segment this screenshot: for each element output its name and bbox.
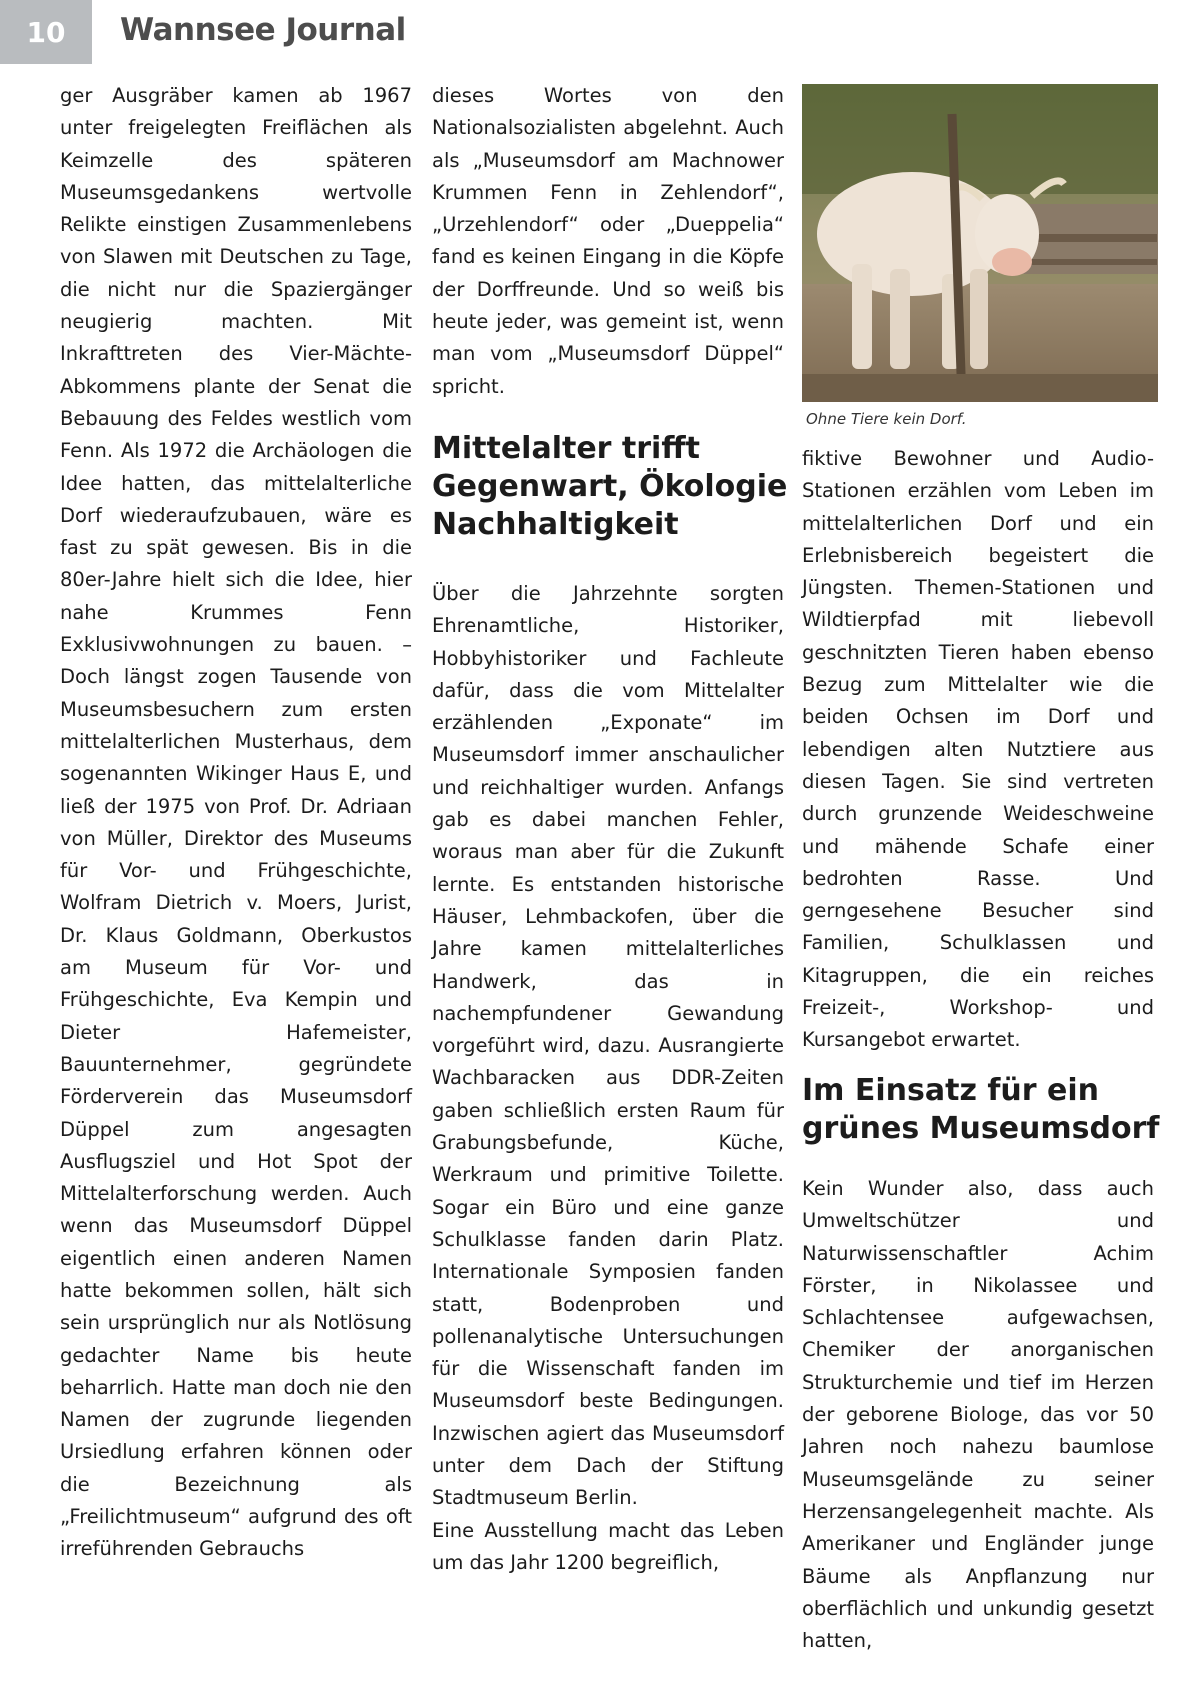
paragraph: fiktive Bewohner und Audio-Stationen erzählen vom Leben im mittelalterlichen Dorf und ein Erlebnisbereich begeistert die Jüngsten. Themen-Stationen und Wildtierpfad mit liebevoll geschnitzten Tieren haben ebenso Bezug zum Mittelalter wie die beiden Ochsen im Dorf und lebendigen alten Nutztiere aus diesen Tagen. Sie sind vertreten durch grunzende Weideschweine und mähende Schafe einer bedrohten Rasse. Und gerngesehene Besucher sind Familien, Schulklassen und Kitagruppen, die ein reiches Freizeit-, Workshop- und Kursangebot erwartet. [802,447,1154,1052]
paragraph: ger Ausgräber kamen ab 1967 unter freigelegten Freiflächen als Keimzelle des späteren Museumsgedankens wertvolle Relikte einstigen Zusammenlebens von Slawen mit Deutschen zu Tage, die nicht nur die Spaziergänger neugierig machten. Mit Inkrafttreten des Vier-Mächte-Abkommens plante der Senat die Bebauung des Feldes westlich vom Fenn. Als 1972 die Archäologen die Idee hatten, das mittelalterliche Dorf wiederaufzubauen, wäre es fast zu spät gewesen. Bis in die 80er-Jahre hielt sich die Idee, hier nahe Krummes Fenn Exklusivwohnungen zu bauen. – Doch längst zogen Tausende von Museumsbesuchern zum ersten mittelalterlichen Musterhaus, dem sogenannten Wikinger Haus E, und ließ der 1975 von Prof. Dr. Adriaan von Müller, Direktor des Museums für Vor- und Frühgeschichte, Wolfram Dietrich v. Moers, Jurist, Dr. Klaus Goldmann, Oberkustos am Museum für Vor- und Frühgeschichte, Eva Kempin und Dieter Hafemeister, Bauunternehmer, gegründete Förderverein das Museumsdorf Düppel zum angesagten Ausflugsziel und Hot Spot der Mittelalterforschung werden. Auch wenn das Museumsdorf Düppel eigentlich einen anderen Namen hatte bekommen sollen, hält sich sein ursprünglich nur als Notlösung gedachter Name bis heute beharrlich. Hatte man doch nie den Namen der zugrunde liegenden Ursiedlung erfahren können oder die Bezeichnung als „Freilichtmuseum“ aufgrund des oft irreführenden Gebrauchs [60,84,412,1561]
page-number: 10 [0,0,92,64]
journal-title: Wannsee Journal [120,12,406,48]
section-heading: Im Einsatz für ein grünes Museumsdorf [802,1073,1160,1146]
paragraph: Eine Ausstellung macht das Leben um das Jahr 1200 begreiflich, [432,1518,784,1574]
cow-photo-image [802,84,1158,402]
article-column-1 [60,80,412,1566]
cow-photo [802,84,1158,402]
article-column-3-top [802,443,1154,1057]
paragraph: dieses Wortes von den Nationalsozialisten abgelehnt. Auch als „Museumsdorf am Machnower Krummen Fenn in Zehlendorf“, „Urzehlendorf“ oder „Dueppelia“ fand es keinen Eingang in die Köpfe der Dorffreunde. Und so weiß bis heute jeder, was gemeint ist, wenn man vom „Museumsdorf Düppel“ spricht. [432,84,784,398]
article-column-3-bottom [802,1173,1154,1657]
article-column-2-bottom [432,578,784,1579]
article-column-2-top [432,80,784,403]
paragraph: Kein Wunder also, dass auch Umweltschützer und Naturwissenschaftler Achim Förster, in Nikolassee und Schlachtensee aufgewachsen, Chemiker der anorganischen Strukturchemie und tief im Herzen der geborene Biologe, das vor 50 Jahren noch nahezu baumlose Museumsgelände zu seiner Herzensangelegenheit machte. Als Amerikaner und Engländer junge Bäume als Anpflanzung nur oberflächlich und unkundig gesetzt hatten, [802,1177,1154,1653]
photo-caption: Ohne Tiere kein Dorf. [806,410,967,428]
paragraph: Über die Jahrzehnte sorgten Ehrenamtliche, Historiker, Hobbyhistoriker und Fachleute dafür, dass die vom Mittelalter erzählenden „Exponate“ im Museumsdorf immer anschaulicher und reichhaltiger wurden. Anfangs gab es dabei manchen Fehler, woraus man aber für die Zukunft lernte. Es entstanden historische Häuser, Lehmbackofen, über die Jahre kamen mittelalterliches Handwerk, das in nachempfundener Gewandung vorgeführt wird, dazu. Ausrangierte Wachbaracken aus DDR-Zeiten gaben schließlich ersten Raum für Grabungsbefunde, Küche, Werkraum und primitive Toilette. Sogar ein Büro und eine ganze Schulklasse fanden darin Platz. Internationale Symposien fanden statt, Bodenproben und pollenanalytische Untersuchungen für die Wissenschaft fanden im Museumsdorf beste Bedingungen. Inzwischen agiert das Museumsdorf unter dem Dach der Stiftung Stadtmuseum Berlin. [432,582,784,1510]
section-heading: Mittelalter trifft Gegenwart, Ökologie Nachhaltigkeit [432,431,788,542]
